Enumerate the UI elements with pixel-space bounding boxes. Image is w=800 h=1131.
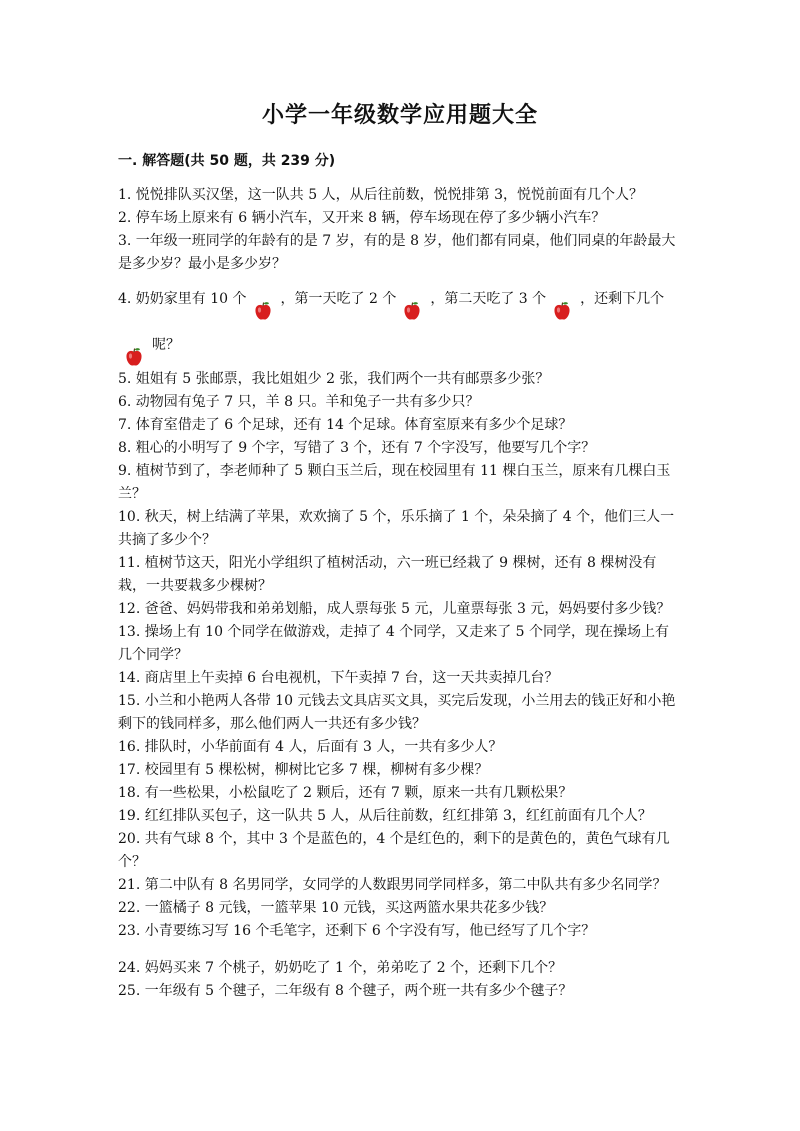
question-19: 19. 红红排队买包子，这一队共 5 人，从后往前数，红红排第 3，红红前面有几个人？ xyxy=(118,808,652,824)
question-20: 20. 共有气球 8 个，其中 3 个是蓝色的，4 个是红色的，剩下的是黄色的，黄色气球有几个？ xyxy=(118,831,670,870)
question-14: 14. 商店里上午卖掉 6 台电视机，下午卖掉 7 台，这一天共卖掉几台？ xyxy=(118,670,559,686)
question-2: 2. 停车场上原来有 6 辆小汽车，又开来 8 辆，停车场现在停了多少辆小汽车？ xyxy=(118,210,606,226)
question-4-part-5: 呢？ xyxy=(152,337,180,353)
apple-icon xyxy=(124,347,144,367)
question-16: 16. 排队时，小华前面有 4 人，后面有 3 人，一共有多少人？ xyxy=(118,739,503,755)
question-8: 8. 粗心的小明写了 9 个字，写错了 3 个，还有 7 个字没写，他要写几个字？ xyxy=(118,440,596,456)
question-23: 23. 小青要练习写 16 个毛笔字，还剩下 6 个字没有写，他已经写了几个字？ xyxy=(118,923,596,939)
question-1: 1. 悦悦排队买汉堡，这一队共 5 人，从后往前数，悦悦排第 3，悦悦前面有几个人？ xyxy=(118,187,643,203)
question-9: 9. 植树节到了，李老师种了 5 颗白玉兰后，现在校园里有 11 棵白玉兰，原来有几棵白玉兰？ xyxy=(118,463,671,502)
question-18: 18. 有一些松果，小松鼠吃了 2 颗后，还有 7 颗，原来一共有几颗松果？ xyxy=(118,785,573,801)
question-3: 3. 一年级一班同学的年龄有的是 7 岁，有的是 8 岁，他们都有同桌，他们同桌的年龄最大是多少岁？最小是多少岁？ xyxy=(118,233,676,272)
question-12: 12. 爸爸、妈妈带我和弟弟划船，成人票每张 5 元，儿童票每张 3 元，妈妈要付多少钱？ xyxy=(118,601,671,617)
question-4 xyxy=(118,276,683,368)
question-4-part-4: ，还剩下几个 xyxy=(580,291,665,307)
question-7: 7. 体育室借走了 6 个足球，还有 14 个足球。体育室原来有多少个足球？ xyxy=(118,417,573,433)
question-4-part-3: ，第二天吃了 3 个 xyxy=(430,291,547,307)
question-5: 5. 姐姐有 5 张邮票，我比姐姐少 2 张，我们两个一共有邮票多少张？ xyxy=(118,371,550,387)
apple-icon xyxy=(253,301,273,321)
question-6: 6. 动物园有兔子 7 只，羊 8 只。羊和兔子一共有多少只？ xyxy=(118,394,480,410)
section-heading: 一. 解答题(共 50 题，共 239 分) xyxy=(118,153,336,169)
question-4-part-1: 4. 奶奶家里有 10 个 xyxy=(118,291,247,307)
question-22: 22. 一篮橘子 8 元钱，一篮苹果 10 元钱，买这两篮水果共花多少钱？ xyxy=(118,900,554,916)
apple-icon xyxy=(552,301,572,321)
question-11: 11. 植树节这天，阳光小学组织了植树活动，六一班已经栽了 9 棵树，还有 8 棵树没有栽，一共要栽多少棵树？ xyxy=(118,555,657,594)
question-21: 21. 第二中队有 8 名男同学，女同学的人数跟男同学同样多，第二中队共有多少名同学？ xyxy=(118,877,667,893)
question-25: 25. 一年级有 5 个毽子，二年级有 8 个毽子，两个班一共有多少个毽子？ xyxy=(118,983,573,999)
question-24: 24. 妈妈买来 7 个桃子，奶奶吃了 1 个，弟弟吃了 2 个，还剩下几个？ xyxy=(118,960,563,976)
question-10: 10. 秋天，树上结满了苹果，欢欢摘了 5 个，乐乐摘了 1 个，朵朵摘了 4 个，他们三人一共摘了多少个？ xyxy=(118,509,675,548)
apple-icon xyxy=(402,301,422,321)
question-list xyxy=(118,184,683,1003)
page-title: 小学一年级数学应用题大全 xyxy=(261,103,538,128)
question-17: 17. 校园里有 5 棵松树，柳树比它多 7 棵，柳树有多少棵？ xyxy=(118,762,489,778)
question-13: 13. 操场上有 10 个同学在做游戏，走掉了 4 个同学，又走来了 5 个同学，现在操场上有几个同学？ xyxy=(118,624,670,663)
question-4-part-2: ，第一天吃了 2 个 xyxy=(280,291,397,307)
question-15: 15. 小兰和小艳两人各带 10 元钱去文具店买文具，买完后发现，小兰用去的钱正好和小艳剩下的钱同样多，那么他们两人一共还有多少钱？ xyxy=(118,693,676,732)
